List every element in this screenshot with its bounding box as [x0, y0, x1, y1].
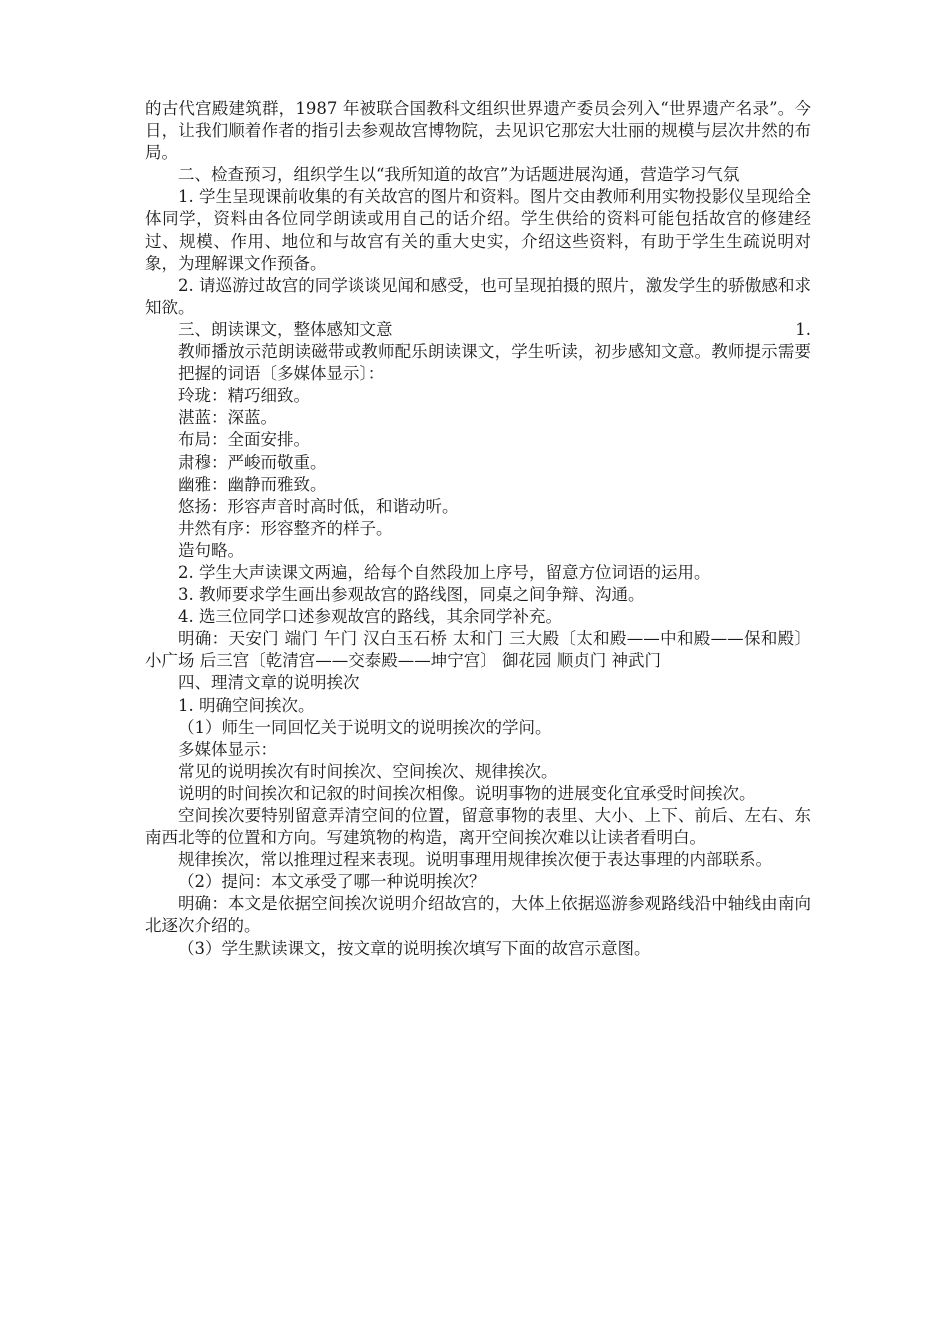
paragraph-sub-3: （3）学生默读课文，按文章的说明挨次填写下面的故宫示意图。 — [178, 938, 651, 958]
paragraph-order-types: 常见的说明挨次有时间挨次、空间挨次、规律挨次。 — [178, 761, 558, 781]
paragraph-time-order: 说明的时间挨次和记叙的时间挨次相像。说明事物的进展变化宜承受时间挨次。 — [178, 783, 756, 803]
paragraph-item-3: 3. 教师要求学生画出参观故宫的路线图，同桌之间争辩、沟通。 — [178, 585, 645, 605]
paragraph-sub-1: （1）师生一同回忆关于说明文的说明挨次的学问。 — [178, 717, 552, 737]
vocab-sumu: 肃穆：严峻而敬重。 — [178, 452, 327, 472]
paragraph-intro: 的古代宫殿建筑群，1987 年被联合国教科文组织世界遗产委员会列入“世界遗产名录”。今日，让我们顺着作者的指引去参观故宫博物院，去见识它那宏大壮丽的规模与层次井然的布局。 — [145, 99, 811, 163]
paragraph-multimedia: 多媒体显示： — [178, 739, 277, 759]
paragraph-item-2: 2. 请巡游过故宫的同学谈谈见闻和感受，也可呈现拍摄的照片，激发学生的骄傲感和求知欲。 — [145, 275, 811, 317]
paragraph-answer: 明确：本文是依据空间挨次说明介绍故宫的，大体上依据巡游参观路线沿中轴线由南向北逐次介绍的。 — [145, 894, 811, 936]
paragraph-item-4: 4. 选三位同学口述参观故宫的路线，其余同学补充。 — [178, 607, 562, 627]
paragraph-space-order: 空间挨次要特别留意弄清空间的位置，留意事物的表里、大小、上下、前后、左右、东南西北等的位置和方向。写建筑物的构造，离开空间挨次难以让读者看明白。 — [145, 806, 811, 848]
paragraph-route: 明确：天安门 端门 午门 汉白玉石桥 太和门 三大殿〔太和殿——中和殿——保和殿〕 小广场 后三宫〔乾清宫——交泰殿——坤宁宫〕 御花园 顺贞门 神武门 — [145, 629, 811, 671]
paragraph-logic-order: 规律挨次，常以推理过程来表现。说明事理用规律挨次便于表达事理的内部联系。 — [178, 850, 772, 870]
heading-section-3: 三、朗读课文，整体感知文意 — [178, 319, 393, 339]
paragraph-sub-2: （2）提问：本文承受了哪一种说明挨次？ — [178, 872, 486, 892]
paragraph-item-1: 1. 学生呈现课前收集的有关故宫的图片和资料。图片交由教师利用实物投影仪呈现给全体同学，资料由各位同学朗读或用自己的话介绍。学生供给的资料可能包括故宫的修建经过、规模、作用、地位和与故宫有关的重大史实，介绍这些资料，有助于学生生疏说明对象，为理解课文作预备。 — [145, 187, 811, 273]
vocab-linglong: 玲珑：精巧细致。 — [178, 386, 310, 406]
vocab-buju: 布局：全面安排。 — [178, 430, 310, 450]
note-sentence-making: 造句略。 — [178, 540, 244, 560]
paragraph-item-2b: 2. 学生大声读课文两遍，给每个自然段加上序号，留意方位词语的运用。 — [178, 562, 711, 582]
vocab-zhanlan: 湛蓝：深蓝。 — [178, 408, 277, 428]
vocab-jingranyouxu: 井然有序：形容整齐的样子。 — [178, 518, 393, 538]
paragraph-item-4-1: 1. 明确空间挨次。 — [178, 695, 315, 715]
vocab-youya: 幽雅：幽静而雅致。 — [178, 474, 327, 494]
item-number-1: 1. — [795, 319, 811, 339]
heading-section-2: 二、检查预习，组织学生以“我所知道的故宫”为话题进展沟通，营造学习气氛 — [178, 165, 740, 185]
document-body — [145, 98, 811, 960]
paragraph-reading: 教师播放示范朗读磁带或教师配乐朗读课文，学生听读，初步感知文意。教师提示需要把握的词语〔多媒体显示〕： — [178, 342, 811, 384]
heading-section-3-row — [145, 319, 811, 341]
vocab-youyang: 悠扬：形容声音时高时低，和谐动听。 — [178, 496, 459, 516]
heading-section-4: 四、理清文章的说明挨次 — [178, 673, 360, 693]
